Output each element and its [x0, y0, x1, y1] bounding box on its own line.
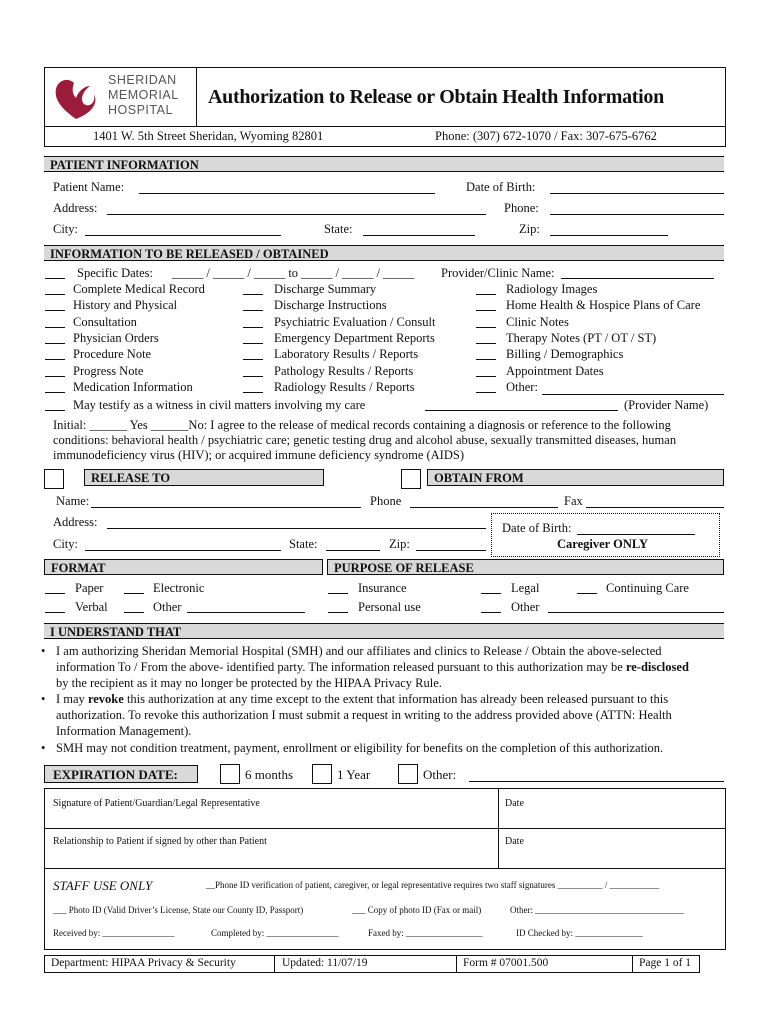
- paper-label: Paper: [75, 581, 104, 595]
- footer-form: Form # 07001.500: [463, 957, 549, 969]
- legal-check[interactable]: [481, 593, 501, 594]
- col3-check-4[interactable]: [476, 359, 496, 360]
- col1-check-3[interactable]: [45, 343, 65, 344]
- info-heading: INFORMATION TO BE RELEASED / OBTAINED: [44, 245, 724, 261]
- bullet-1-line-2: [56, 660, 689, 675]
- relationship-date-label: Date: [505, 836, 524, 847]
- col1-item-2: Consultation: [73, 314, 137, 329]
- continuing-check[interactable]: [577, 593, 597, 594]
- col1-check-6[interactable]: [45, 392, 65, 393]
- provider-name-label: (Provider Name): [624, 398, 709, 412]
- caregiver-only-label: Caregiver ONLY: [557, 537, 649, 551]
- legal-label: Legal: [511, 581, 540, 595]
- paper-check[interactable]: [45, 593, 65, 594]
- col2-check-2[interactable]: [243, 327, 263, 328]
- col2-item-1: Discharge Instructions: [274, 298, 387, 313]
- col3-item-0: Radiology Images: [506, 282, 598, 296]
- bullet-1-dot: •: [41, 644, 46, 658]
- city-field[interactable]: [85, 235, 281, 236]
- insurance-label: Insurance: [358, 581, 407, 595]
- insurance-check[interactable]: [328, 593, 348, 594]
- other-info-field[interactable]: [542, 394, 724, 395]
- col3-item-3: Therapy Notes (PT / OT / ST): [506, 330, 657, 345]
- release-zip-label: Zip:: [389, 537, 410, 551]
- release-fax-field[interactable]: [586, 507, 724, 508]
- release-to-label: RELEASE TO: [91, 471, 171, 485]
- format-heading: [44, 559, 323, 575]
- page-title: Authorization to Release or Obtain Health Information: [208, 86, 664, 108]
- specific-dates-label: Specific Dates:: [77, 266, 154, 280]
- header-divider: [196, 67, 197, 126]
- bullet-2-line-2: authorization. To revoke this authorization I must submit a request in writing to the address provided above (ATTN: Health: [56, 708, 672, 722]
- format-label: FORMAT: [51, 561, 106, 575]
- bullet-2-pre: I may: [56, 692, 85, 706]
- six-months-label: 6 months: [245, 767, 294, 782]
- staff-copy-photo: ___ Copy of photo ID (Fax or mail): [352, 905, 482, 915]
- staff-other: Other: _________________________________: [510, 905, 684, 915]
- col1-check-5[interactable]: [45, 376, 65, 377]
- dob-field[interactable]: [550, 193, 724, 194]
- release-to-checkbox[interactable]: [44, 469, 64, 489]
- header-hline: [44, 126, 725, 127]
- bullet-2-line-1: [56, 692, 668, 707]
- city-label: City:: [53, 222, 79, 236]
- col3-check-5[interactable]: [476, 376, 496, 377]
- staff-faxed: Faxed by: _________________: [368, 928, 483, 938]
- col2-check-6[interactable]: [243, 392, 263, 393]
- zip-field[interactable]: [550, 235, 668, 236]
- state-label: State:: [324, 222, 353, 236]
- specific-dates-format: _____ / _____ / _____ to _____ / _____ / _____: [172, 266, 415, 280]
- caregiver-dob-label: Date of Birth:: [502, 521, 572, 535]
- continuing-label: Continuing Care: [606, 581, 689, 595]
- initial-line-3: immunodeficiency virus (HIV); or acquired immune deficiency syndrome (AIDS): [53, 448, 464, 462]
- signature-mid-line: [44, 828, 725, 829]
- staff-completed: Completed by: ________________: [211, 928, 339, 938]
- address-field[interactable]: [107, 214, 486, 215]
- provider-clinic-label: Provider/Clinic Name:: [441, 266, 555, 280]
- col2-item-5: Pathology Results / Reports: [274, 363, 414, 378]
- format-other-field[interactable]: [187, 612, 305, 613]
- col3-check-3[interactable]: [476, 343, 496, 344]
- zip-label: Zip:: [519, 222, 540, 236]
- six-months-checkbox[interactable]: [220, 764, 240, 784]
- hospital-phone-fax: Phone: (307) 672-1070 / Fax: 307-675-6762: [435, 129, 657, 143]
- signature-label: Signature of Patient/Guardian/Legal Representative: [53, 798, 260, 809]
- col2-item-2: Psychiatric Evaluation / Consult: [274, 314, 436, 329]
- col2-item-6: Radiology Results / Reports: [274, 379, 415, 394]
- purpose-other-label: Other: [511, 600, 540, 614]
- patient-info-heading: PATIENT INFORMATION: [44, 156, 724, 172]
- release-address-label: Address:: [53, 515, 98, 529]
- footer-page: Page 1 of 1: [639, 957, 692, 969]
- expiration-other-checkbox[interactable]: [398, 764, 418, 784]
- purpose-label: PURPOSE OF RELEASE: [334, 561, 474, 575]
- personal-check[interactable]: [328, 612, 348, 613]
- one-year-checkbox[interactable]: [312, 764, 332, 784]
- staff-phone-id: __Phone ID verification of patient, caregiver, or legal representative requires two staff signatures __________ / ___________: [206, 880, 660, 890]
- col1-check-2[interactable]: [45, 327, 65, 328]
- expiration-other-field[interactable]: [469, 781, 724, 782]
- patient-name-label: Patient Name:: [53, 180, 125, 194]
- col3-item-1: Home Health & Hospice Plans of Care: [506, 298, 701, 313]
- revoke-text: revoke: [87, 692, 124, 706]
- address-label: Address:: [53, 201, 98, 215]
- footer-updated: Updated: 11/07/19: [282, 957, 368, 969]
- personal-label: Personal use: [358, 600, 421, 614]
- release-zip-field[interactable]: [416, 550, 486, 551]
- obtain-from-heading: [427, 469, 724, 486]
- electronic-label: Electronic: [153, 581, 205, 595]
- bullet-2-line-3: Information Management).: [56, 724, 192, 738]
- col2-check-5[interactable]: [243, 376, 263, 377]
- phone-field[interactable]: [550, 214, 724, 215]
- col2-check-3[interactable]: [243, 343, 263, 344]
- release-state-label: State:: [289, 537, 318, 551]
- purpose-other-field[interactable]: [548, 612, 724, 613]
- col3-check-1[interactable]: [476, 310, 496, 311]
- purpose-other-check[interactable]: [481, 612, 501, 613]
- footer-div-3: [632, 955, 633, 973]
- verbal-check[interactable]: [45, 612, 65, 613]
- footer-div-2: [456, 955, 457, 973]
- specific-dates-check[interactable]: [45, 278, 65, 279]
- release-name-field[interactable]: [91, 507, 361, 508]
- bullet-1-line-3: by the recipient as it may no longer be protected by the HIPAA Privacy Rule.: [56, 676, 442, 690]
- staff-id-checked: ID Checked by: _______________: [516, 928, 643, 938]
- expiration-label: EXPIRATION DATE:: [53, 767, 178, 782]
- bullet-3-dot: •: [41, 741, 46, 755]
- expiration-heading: [44, 765, 198, 783]
- bullet-1-line-2-text: information To / From the above- identified party. The information released pursuant to this authorization may be: [56, 660, 623, 674]
- staff-heading: STAFF USE ONLY: [53, 878, 153, 893]
- col3-check-6[interactable]: [476, 392, 496, 393]
- col3-item-6: Other:: [506, 379, 538, 394]
- one-year-label: 1 Year: [337, 767, 371, 782]
- col2-check-4[interactable]: [243, 359, 263, 360]
- initial-line-2: conditions: behavioral health / psychiatric care; genetic testing drug and alcohol abuse, sexually transmitted diseases, human: [53, 433, 677, 447]
- patient-name-field[interactable]: [139, 193, 435, 194]
- release-fax-label: Fax: [564, 494, 583, 508]
- staff-photo-id: ___ Photo ID (Valid Driver’s License, State our County ID, Passport): [53, 905, 304, 915]
- testify-check[interactable]: [45, 410, 65, 411]
- phone-label: Phone:: [504, 201, 539, 215]
- format-other-label: Other: [153, 600, 182, 614]
- relationship-label: Relationship to Patient if signed by other than Patient: [53, 836, 267, 847]
- footer-department: Department: HIPAA Privacy & Security: [51, 957, 236, 969]
- release-to-heading: [84, 469, 324, 486]
- col1-item-0: Complete Medical Record: [73, 282, 205, 296]
- hospital-logo-icon: [50, 72, 102, 124]
- testify-label: May testify as a witness in civil matters involving my care: [73, 398, 366, 412]
- col3-item-5: Appointment Dates: [506, 363, 604, 378]
- electronic-check[interactable]: [124, 593, 144, 594]
- col3-check-0[interactable]: [476, 294, 496, 295]
- col2-item-0: Discharge Summary: [274, 282, 377, 296]
- col1-item-4: Procedure Note: [73, 347, 152, 362]
- col1-item-5: Progress Note: [73, 363, 144, 378]
- col1-item-3: Physician Orders: [73, 330, 159, 345]
- col2-item-4: Laboratory Results / Reports: [274, 347, 419, 362]
- purpose-heading: [327, 559, 724, 575]
- release-city-field[interactable]: [85, 550, 281, 551]
- release-phone-label: Phone: [370, 494, 402, 508]
- dob-label: Date of Birth:: [466, 180, 536, 194]
- hospital-address: 1401 W. 5th Street Sheridan, Wyoming 82801: [93, 129, 324, 143]
- release-phone-field[interactable]: [410, 507, 558, 508]
- provider-clinic-field[interactable]: [561, 278, 714, 279]
- bullet-2-post: this authorization at any time except to the extent that information has already been released pursuant to this: [126, 692, 669, 706]
- logo-text-1: SHERIDAN: [108, 73, 177, 87]
- col3-item-4: Billing / Demographics: [506, 347, 624, 362]
- col1-item-1: History and Physical: [73, 298, 178, 313]
- expiration-other-label: Other:: [423, 767, 457, 782]
- verbal-label: Verbal: [75, 600, 108, 614]
- col3-check-2[interactable]: [476, 327, 496, 328]
- re-disclosed-text: re-disclosed: [625, 660, 689, 674]
- signature-date-label: Date: [505, 798, 524, 809]
- col2-check-0[interactable]: [243, 294, 263, 295]
- provider-name-field[interactable]: [425, 410, 618, 411]
- understand-heading: I UNDERSTAND THAT: [44, 623, 724, 639]
- col2-item-3: Emergency Department Reports: [274, 330, 435, 345]
- col3-item-2: Clinic Notes: [506, 314, 569, 329]
- release-city-label: City:: [53, 537, 79, 551]
- caregiver-dob-field[interactable]: [577, 534, 695, 535]
- release-name-label: Name:: [56, 494, 90, 508]
- bullet-2-dot: •: [41, 692, 46, 706]
- obtain-from-checkbox[interactable]: [401, 469, 421, 489]
- bullet-1-line-1: I am authorizing Sheridan Memorial Hospital (SMH) and our affiliates and clinics to Release / Obtain the above-selected: [56, 644, 662, 658]
- release-state-field[interactable]: [326, 550, 380, 551]
- bullet-3-line-1: SMH may not condition treatment, payment, enrollment or eligibility for benefits on the completion of this authorization.: [56, 741, 664, 755]
- format-other-check[interactable]: [124, 612, 144, 613]
- col1-item-6: Medication Information: [73, 379, 193, 394]
- obtain-from-label: OBTAIN FROM: [434, 471, 524, 485]
- col1-check-1[interactable]: [45, 310, 65, 311]
- release-address-field[interactable]: [107, 528, 486, 529]
- col1-check-0[interactable]: [45, 294, 65, 295]
- footer-div-1: [274, 955, 275, 973]
- col2-check-1[interactable]: [243, 310, 263, 311]
- col1-check-4[interactable]: [45, 359, 65, 360]
- logo-text-3: HOSPITAL: [108, 103, 173, 117]
- staff-received: Received by: ________________: [53, 928, 175, 938]
- initial-line-1: Initial: ______ Yes ______No: I agree to the release of medical records containing a diagnosis or reference to the following: [53, 418, 671, 432]
- logo-text-2: MEMORIAL: [108, 88, 179, 102]
- state-field[interactable]: [363, 235, 475, 236]
